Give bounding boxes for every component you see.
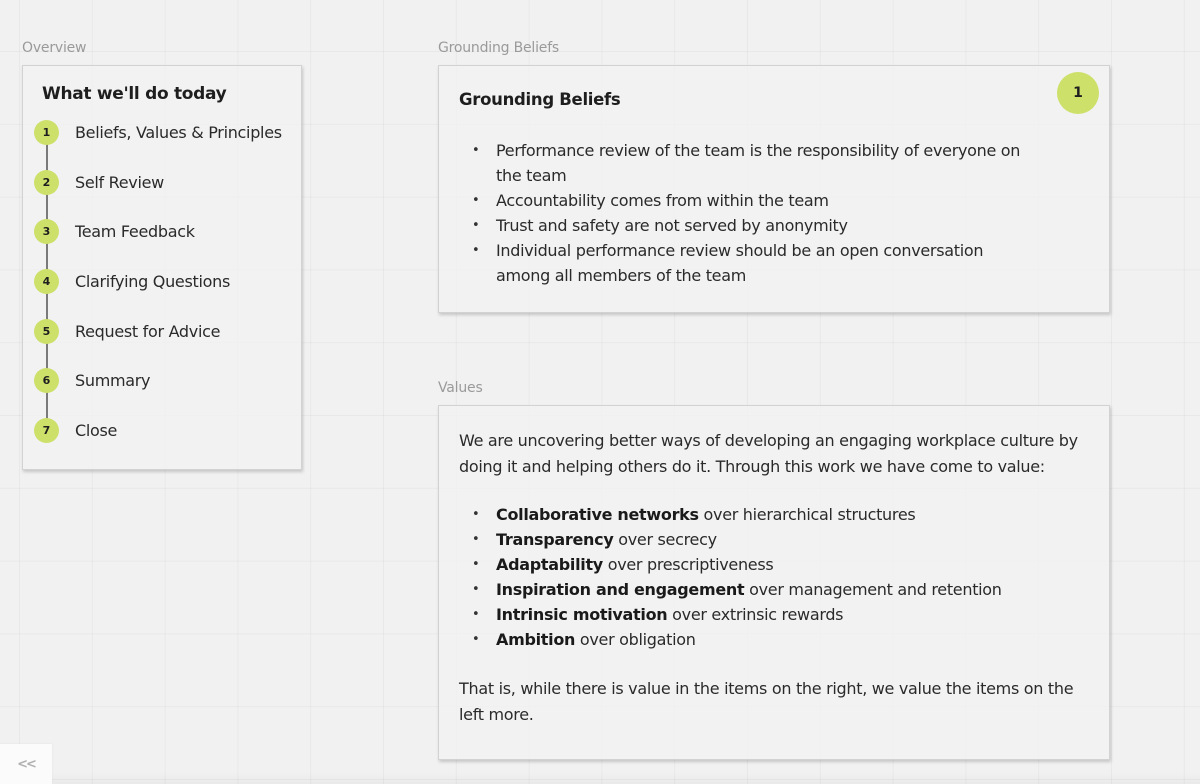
step-badge: 1 xyxy=(1057,72,1099,114)
values-list xyxy=(459,502,1079,652)
frame-label-overview[interactable]: Overview xyxy=(22,40,87,56)
values-outro: That is, while there is value in the items on the right, we value the items on the left more. xyxy=(459,679,1074,724)
list-item xyxy=(459,502,1079,527)
list-item: • Trust and safety are not served by anonymity xyxy=(459,213,1029,238)
step-number-badge: 4 xyxy=(34,269,59,294)
grounding-beliefs-heading: Grounding Beliefs xyxy=(459,90,621,109)
list-item xyxy=(459,552,1079,577)
list-item: • Individual performance review should be an open conversation among all members of the team xyxy=(459,238,1029,288)
value-rest: over extrinsic rewards xyxy=(667,605,844,624)
step-number-badge: 6 xyxy=(34,368,59,393)
agenda-step-1[interactable] xyxy=(34,119,282,145)
values-card[interactable] xyxy=(438,405,1110,760)
agenda-step-6[interactable] xyxy=(34,367,150,393)
list-item xyxy=(459,577,1079,602)
step-number-badge: 3 xyxy=(34,219,59,244)
list-item xyxy=(459,602,1079,627)
grounding-beliefs-list xyxy=(459,138,1029,288)
value-bold: Transparency xyxy=(496,530,614,549)
value-rest: over obligation xyxy=(575,630,696,649)
list-item xyxy=(459,627,1079,652)
values-intro: We are uncovering better ways of developing an engaging workplace culture by doing it and helping others do it. Through this work we have come to value: xyxy=(459,431,1078,476)
agenda-step-3[interactable] xyxy=(34,218,195,244)
value-rest: over management and retention xyxy=(744,580,1002,599)
bottom-toolbar-band xyxy=(52,772,1200,784)
chevron-double-left-icon[interactable]: << xyxy=(17,756,35,772)
step-label: Self Review xyxy=(75,172,164,192)
value-rest: over hierarchical structures xyxy=(698,505,916,524)
step-label: Clarifying Questions xyxy=(75,271,230,291)
list-item: • Accountability comes from within the team xyxy=(459,188,1029,213)
value-rest: over secrecy xyxy=(613,530,717,549)
value-bold: Ambition xyxy=(496,630,576,649)
value-bold: Inspiration and engagement xyxy=(496,580,745,599)
agenda-step-7[interactable] xyxy=(34,417,117,443)
list-item xyxy=(459,527,1079,552)
step-number-badge: 2 xyxy=(34,170,59,195)
overview-card[interactable] xyxy=(22,65,302,470)
value-bold: Collaborative networks xyxy=(496,505,699,524)
agenda-step-4[interactable] xyxy=(34,268,230,294)
step-label: Summary xyxy=(75,370,151,390)
list-item: • Performance review of the team is the responsibility of everyone on the team xyxy=(459,138,1029,188)
frame-label-grounding-beliefs[interactable]: Grounding Beliefs xyxy=(438,40,560,56)
grounding-beliefs-card[interactable] xyxy=(438,65,1110,313)
step-number-badge: 7 xyxy=(34,418,59,443)
agenda-step-2[interactable] xyxy=(34,169,164,195)
step-number-badge: 1 xyxy=(34,120,59,145)
step-label: Team Feedback xyxy=(75,221,195,241)
frame-label-values[interactable]: Values xyxy=(438,380,483,396)
collapse-panel xyxy=(0,744,52,784)
step-label: Close xyxy=(75,420,118,440)
value-bold: Intrinsic motivation xyxy=(496,605,668,624)
overview-title: What we'll do today xyxy=(42,84,227,104)
step-label: Beliefs, Values & Principles xyxy=(75,122,282,142)
value-rest: over prescriptiveness xyxy=(602,555,774,574)
value-bold: Adaptability xyxy=(496,555,603,574)
step-label: Request for Advice xyxy=(75,321,221,341)
agenda-step-5[interactable] xyxy=(34,318,220,344)
step-number-badge: 5 xyxy=(34,319,59,344)
